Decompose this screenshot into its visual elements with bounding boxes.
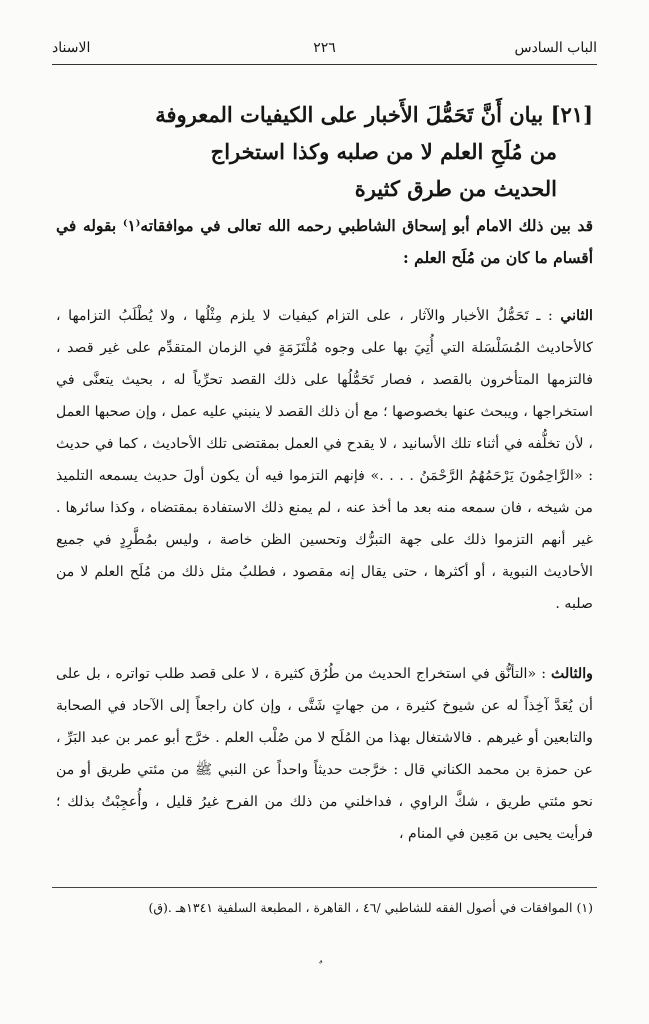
page-number: ٢٢٦: [313, 40, 336, 56]
chapter-title: الباب السادس: [514, 40, 597, 56]
paragraph-label-second: الثاني: [560, 308, 593, 324]
paragraph-body-third: : «التأنُّق في استخراج الحديث من طُرُق كثيرة ، لا على قصد طلب تواتره ، بل على أن يُعَدَّ آخِذاً له عن شيوخ كثيرة ، من جهاتٍ شَتَّى ، وإن كان راجعاً إلى الآحاد في الصحابة والتابعين أو غيرهم . فالاشتغال بهذا من المُلَح لا من صُلْب العلم . خرَّج أبو عمر بن عبد البَرِّ ، عن حمزة بن محمد الكناني قال : خرَّجت حديثاً واحداً عن النبي ﷺ من مئتي طريق أو من نحو مئتي طريق ، شكَّ الراوي ، فداخلني من ذلك من الفرح غيرُ قليل ، وأُعجِبْتُ بذلك ؛ فرأيت يحيى بن مَعِين في المنام ،: [56, 666, 593, 842]
header-rule: [52, 64, 597, 65]
heading-line-3: الحديث من طرق كثيرة: [354, 176, 557, 201]
section-heading: [56, 96, 593, 207]
paragraph-label-third: والثالث: [551, 666, 593, 682]
intro-paragraph: قد بين ذلك الامام أبو إسحاق الشاطبي رحمه الله تعالى في موافقاته⁽١⁾ بقوله في أقسام ما كان من مُلَح العلم :: [56, 216, 593, 267]
paragraph-third: [56, 658, 593, 850]
paragraph-body-second: : ـ تَحَمُّلُ الأخبار والآثار ، على التزام كيفيات لا يلزم مِثْلُها ، ولا يُطْلَبُ التزامها ، كالأحاديث المُسَلْسَلة التي أُتِيَ بها على وجوه مُلْتَزَمَةٍ في الزمان المتقدِّم على غير قصد ، فالتزمها المتأخرون بالقصد ، فصار تَحَمُّلُها على ذلك القصد تحرِّياً له ، بحيث يتعنَّى في استخراجها ، ويبحث عنها بخصوصها ؛ مع أن ذلك القصد لا ينبني عليه عمل ، وإن صحبها العمل ، لأن تخلُّفه في أثناء تلك الأسانيد ، لا يقدح في العمل بمقتضى تلك الأحاديث ، كما في حديث : «الرَّاحِمُونَ يَرْحَمُهُمُ الرَّحْمَنُ . . . .» فإنهم التزموا فيه أن يكون أولَ حديث يسمعه التلميذ من شيخه ، فان سمعه منه بعد ما أخذ عنه ، لم يمنع ذلك الاستفادة بمقتضاه ، وكذا سائرها . غير أنهم التزموا ذلك على جهة التبرُّك وتحسين الظن خاصة ، وليس بمُطَّرِدٍ في جميع الأحاديث النبوية ، أو أكثرها ، حتى يقال إنه مقصود ، فطلبُ مثل ذلك من مُلَح العلم لا من صلبه .: [56, 308, 593, 612]
footnote: (١) الموافقات في أصول الفقه للشاطبي /٤٦ ، القاهرة ، المطبعة السلفية ١٣٤١هـ .(ق): [148, 900, 593, 915]
footnote-rule: [52, 887, 597, 888]
heading-line-2: من مُلَحِ العلم لا من صلبه وكذا استخراج: [210, 139, 557, 164]
section-title: الاسناد: [52, 40, 91, 56]
running-header: [52, 40, 597, 62]
heading-line-1: [٢١] بيان أَنَّ تَحَمُّلَ الأَخبار على الكيفيات المعروفة: [155, 102, 593, 127]
paragraph-second: [56, 300, 593, 620]
